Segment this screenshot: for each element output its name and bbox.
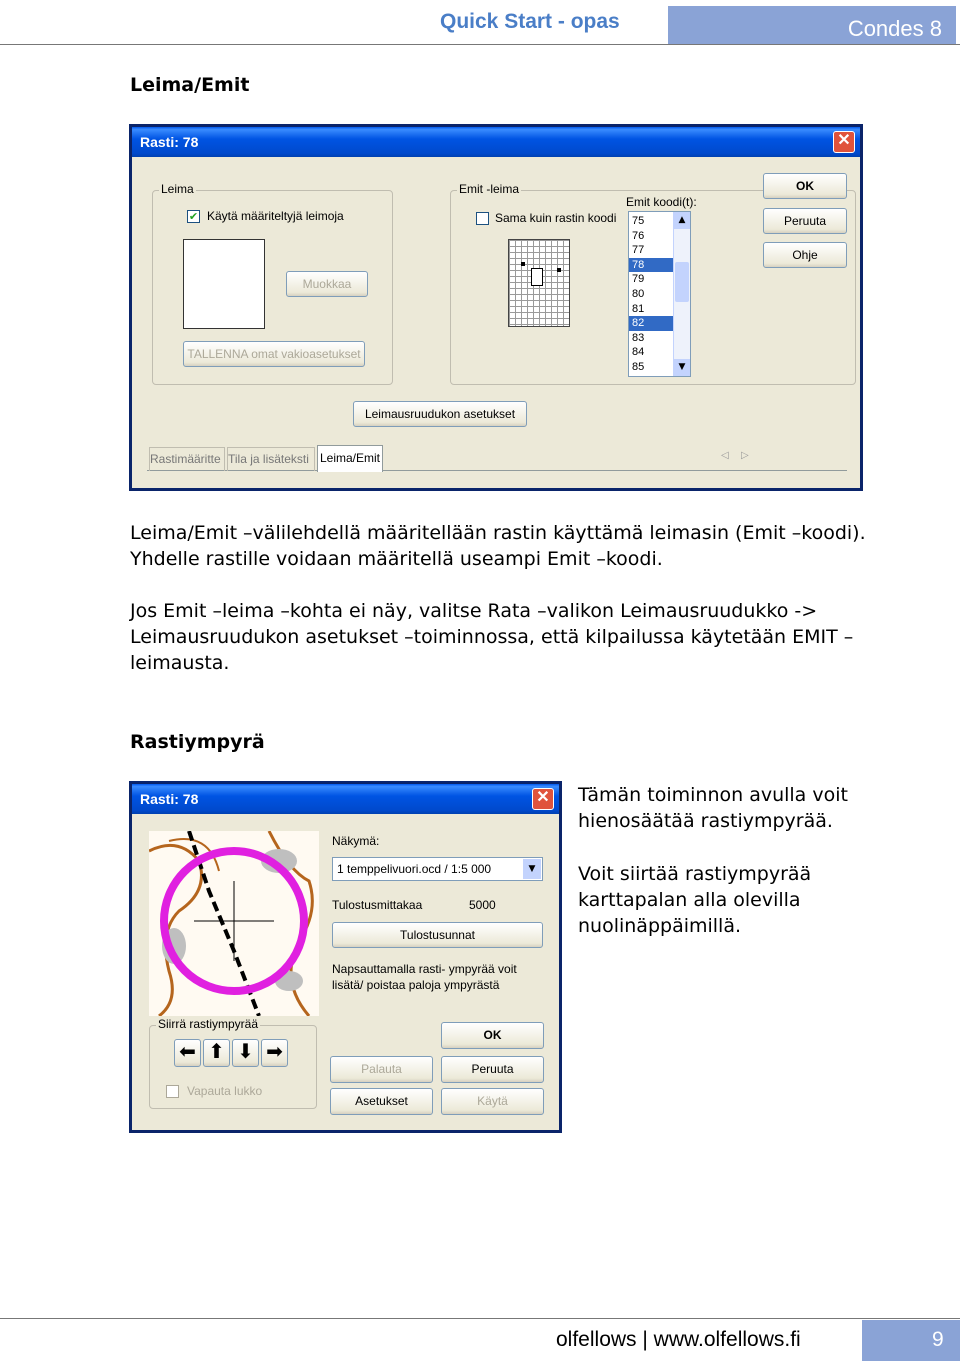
page-number-badge [862, 1320, 960, 1361]
move-circle-group [149, 1017, 317, 1109]
dialog-title: Rasti: 78 [140, 134, 199, 150]
control-dialog-circle [129, 781, 562, 1133]
scale-label: Tulostusmittakaa [332, 898, 423, 912]
apply-button[interactable]: Käytä [441, 1088, 544, 1115]
release-lock-checkbox[interactable] [166, 1085, 179, 1098]
tab-strip [147, 447, 847, 471]
scale-value: 5000 [469, 898, 496, 912]
product-name: Condes 8 [847, 16, 942, 41]
stamp-preview [183, 239, 265, 329]
control-dialog-emit [129, 124, 863, 491]
use-stamps-label: Käytä määriteltyjä leimoja [207, 209, 344, 223]
arrow-down-icon[interactable]: ⬇ [232, 1039, 259, 1067]
header-divider [0, 44, 960, 45]
chevron-down-icon[interactable]: ▼ [523, 859, 541, 879]
leima-group-label: Leima [161, 182, 194, 196]
paragraph-emit-intro: Leima/Emit –välilehdellä määritellään rastin käyttämä leimasin (Emit –koodi). Yhdelle rastille voidaan määritellä useampi Emit –koodi. [130, 522, 866, 570]
release-lock-label: Vapauta lukko [187, 1084, 263, 1098]
view-label: Näkymä: [332, 834, 380, 848]
emit-code-item[interactable]: 79 [632, 273, 645, 286]
restore-button[interactable]: Palauta [330, 1056, 433, 1083]
help-button[interactable]: Ohje [763, 242, 847, 268]
arrow-right-icon[interactable]: ➡ [261, 1039, 288, 1067]
emit-code-item[interactable]: 83 [632, 331, 645, 344]
tab-leima-emit[interactable]: Leima/Emit [317, 445, 383, 472]
footer-divider [0, 1318, 960, 1319]
paragraph-emit-hint: Jos Emit –leima –kohta ei näy, valitse Rata –valikon Leimausruudukko -> Leimausruudukon asetukset –toiminnossa, että kilpailussa käytetään EMIT –leimausta. [130, 600, 854, 674]
ok-button[interactable]: OK [441, 1022, 544, 1049]
stamp-grid-settings-button[interactable]: Leimausruudukon asetukset [353, 401, 527, 427]
tab-rastimaaritte[interactable]: Rastimääritte [149, 447, 225, 471]
paragraph-circle-arrows: Voit siirtää rastiympyrää karttapalan alla olevilla nuolinäppäimillä. [578, 863, 812, 937]
save-defaults-button[interactable]: TALLENNA omat vakioasetukset [183, 341, 365, 367]
dialog-titlebar [132, 784, 559, 814]
emit-code-item[interactable]: 81 [632, 302, 645, 315]
map-preview[interactable] [149, 831, 319, 1016]
view-select[interactable] [332, 857, 543, 881]
stamp-grid-preview [508, 239, 570, 327]
print-scales-button[interactable]: Tulostusunnat [332, 922, 543, 948]
ok-button[interactable]: OK [763, 173, 847, 199]
dialog-title: Rasti: 78 [140, 791, 199, 807]
same-as-code-label: Sama kuin rastin koodi [495, 211, 617, 225]
use-stamps-checkbox[interactable]: ✔ [188, 210, 199, 223]
emit-code-item[interactable]: 76 [632, 229, 645, 242]
tab-tila-ja-lisateksti[interactable]: Tila ja lisäteksti [227, 447, 315, 471]
emit-code-item[interactable]: 77 [632, 244, 645, 257]
document-title: Quick Start - opas [440, 10, 620, 33]
close-icon[interactable]: ✕ [833, 131, 855, 153]
scroll-down-icon[interactable]: ▼ [674, 359, 690, 376]
tab-scroll-left-icon[interactable]: ◁ [721, 450, 729, 461]
leima-group [152, 182, 393, 385]
emit-codes-list[interactable] [628, 211, 691, 377]
move-group-label: Siirrä rastiympyrää [158, 1017, 259, 1031]
emit-code-item[interactable]: 80 [632, 287, 645, 300]
section-heading-leima-emit: Leima/Emit [130, 74, 250, 96]
scrollbar[interactable] [673, 212, 690, 376]
dialog-titlebar [132, 127, 860, 157]
product-badge [668, 6, 956, 44]
emit-codes-label: Emit koodi(t): [626, 195, 697, 209]
emit-code-item[interactable]: 85 [632, 360, 645, 373]
page-number: 9 [932, 1328, 944, 1351]
scroll-thumb[interactable] [675, 262, 689, 302]
emit-code-item[interactable]: 84 [632, 346, 645, 359]
scroll-up-icon[interactable]: ▲ [674, 212, 690, 229]
footer-text: olfellows | www.olfellows.fi [556, 1328, 801, 1351]
circle-hint-text: Napsauttamalla rasti- ympyrää voit lisätä/ poistaa paloja ympyrästä [332, 962, 517, 992]
section-heading-rastiympyra: Rastiympyrä [130, 731, 265, 753]
emit-group-label: Emit -leima [459, 182, 520, 196]
same-as-code-checkbox[interactable] [476, 212, 489, 225]
cancel-button[interactable]: Peruuta [441, 1056, 544, 1083]
tab-scroll-right-icon[interactable]: ▷ [741, 450, 749, 461]
emit-code-item[interactable]: 82 [629, 316, 673, 331]
emit-code-item[interactable]: 78 [629, 258, 673, 273]
emit-code-item[interactable]: 75 [632, 215, 645, 227]
arrow-left-icon[interactable]: ⬅ [174, 1039, 201, 1067]
view-select-value: 1 temppelivuori.ocd / 1:5 000 [337, 862, 492, 876]
edit-button[interactable]: Muokkaa [286, 271, 368, 297]
arrow-up-icon[interactable]: ⬆ [203, 1039, 230, 1067]
cancel-button[interactable]: Peruuta [763, 208, 847, 234]
close-icon[interactable]: ✕ [532, 788, 554, 810]
settings-button[interactable]: Asetukset [330, 1088, 433, 1115]
paragraph-circle-intro: Tämän toiminnon avulla voit hienosäätää rastiympyrää. [578, 784, 848, 832]
